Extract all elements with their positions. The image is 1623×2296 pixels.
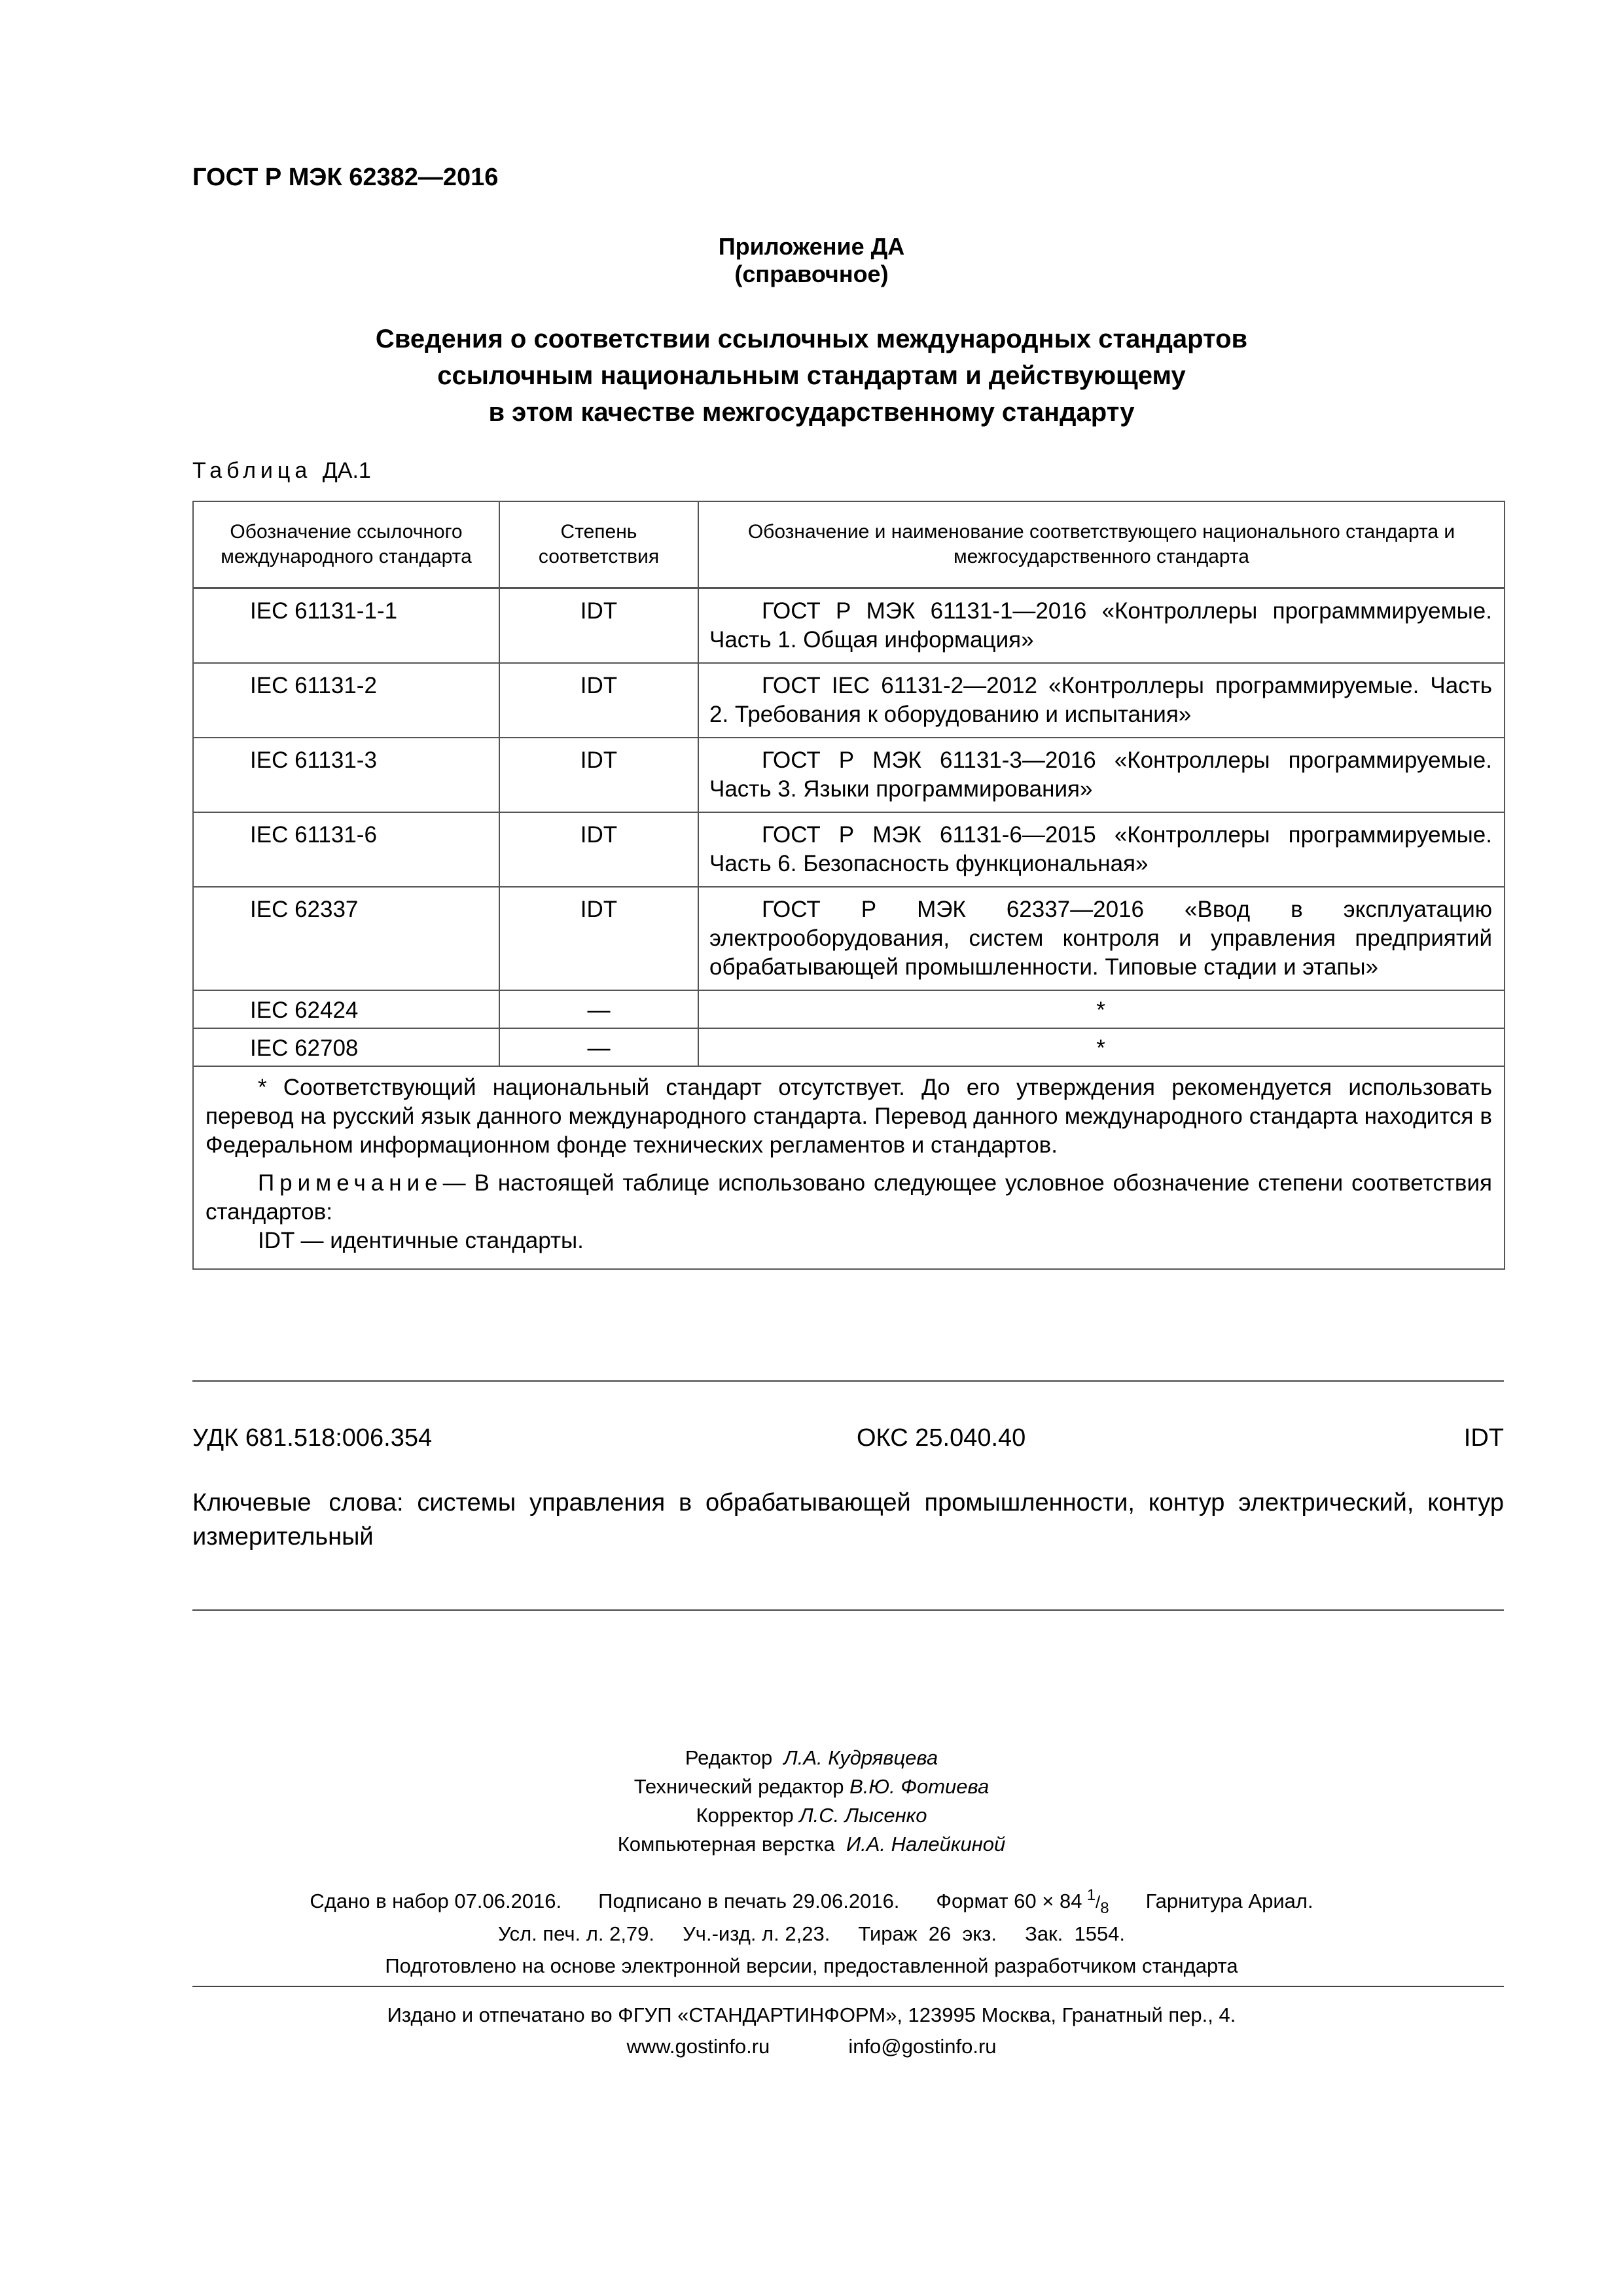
table-row: [193, 663, 1505, 738]
appendix-heading-line: ссылочным национальным стандартам и действующему: [437, 361, 1186, 390]
cell-code: IEC 61131-1-1: [193, 588, 499, 664]
appendix-heading-line: в этом качестве межгосударственному стандарту: [488, 398, 1135, 427]
cell-national: ГОСТ Р МЭК 62337—2016 «Ввод в эксплуатацию электрооборудования, систем контроля и управления предприятий обрабатывающей промышленности. Типовые стадии и этапы»: [698, 887, 1505, 990]
credit-role: Корректор: [696, 1804, 794, 1827]
credits-block: [0, 1744, 1623, 1859]
prepared-note: Подготовлено на основе электронной версии, предоставленной разработчиком стандарта: [385, 1954, 1238, 1977]
credit-person: Л.А. Кудрявцева: [783, 1746, 938, 1769]
cell-national: ГОСТ IEC 61131-2—2012 «Контроллеры программируемые. Часть 2. Требования к оборудованию и испытания»: [698, 663, 1505, 738]
keywords-text: системы управления в обрабатывающей промышленности, контур электрический, контур измерительный: [192, 1489, 1504, 1551]
publication-line: [0, 1922, 1623, 1946]
credit-line: [0, 1801, 1623, 1830]
format-info: Формат 60 × 84 1/8: [936, 1886, 1109, 1917]
column-header-degree: Степень соответствия: [499, 501, 698, 588]
keywords: [192, 1486, 1504, 1554]
email-link[interactable]: info@gostinfo.ru: [848, 2035, 997, 2058]
cell-code: IEC 62708: [193, 1028, 499, 1066]
order-number: Зак. 1554.: [1025, 1922, 1126, 1945]
classification-row: [192, 1424, 1504, 1457]
credit-role: Редактор: [685, 1746, 773, 1769]
print-sheets: Усл. печ. л. 2,79.: [497, 1922, 655, 1945]
table-label-number: ДА.1: [322, 458, 371, 483]
table-row: [193, 588, 1505, 664]
submitted-date: Сдано в набор 07.06.2016.: [310, 1890, 562, 1912]
table-row: [193, 990, 1505, 1028]
cell-national: *: [698, 990, 1505, 1028]
cell-degree: IDT: [499, 663, 698, 738]
divider: [192, 1380, 1504, 1382]
oks-code: ОКС 25.040.40: [857, 1424, 1026, 1452]
cell-national: ГОСТ Р МЭК 61131-3—2016 «Контроллеры программируемые. Часть 3. Языки программирования»: [698, 738, 1505, 812]
keywords-label: Ключевые слова:: [192, 1489, 404, 1516]
table-footer: [193, 1066, 1505, 1269]
website-link[interactable]: www.gostinfo.ru: [626, 2035, 770, 2058]
table-label-word: Таблица: [192, 458, 312, 483]
publication-line: [0, 1886, 1623, 1917]
table-row: [193, 738, 1505, 812]
table-row: [193, 887, 1505, 990]
column-header-code: Обозначение ссылочного международного стандарта: [193, 501, 499, 588]
appendix-title: Приложение ДА: [718, 233, 905, 260]
publisher-line: Издано и отпечатано во ФГУП «СТАНДАРТИНФОРМ», 123995 Москва, Гранатный пер., 4.: [387, 2003, 1236, 2026]
table-label: [192, 458, 371, 484]
typeface: Гарнитура Ариал.: [1145, 1890, 1313, 1912]
table-row: [193, 812, 1505, 887]
cell-degree: —: [499, 990, 698, 1028]
document-code: ГОСТ Р МЭК 62382—2016: [192, 164, 499, 191]
pub-sheets: Уч.-изд. л. 2,23.: [683, 1922, 830, 1945]
table-row: [193, 1028, 1505, 1066]
credit-line: [0, 1830, 1623, 1859]
divider: [192, 1609, 1504, 1611]
table-footnote: * Соответствующий национальный стандарт отсутствует. До его утверждения рекомендуется использовать перевод на русский язык данного международного стандарта. Перевод данного международного стандарта находится в Федеральном информационном фонде технических регламентов и стандартов.: [205, 1075, 1492, 1158]
cell-code: IEC 62424: [193, 990, 499, 1028]
correspondence-table: [192, 501, 1505, 1270]
cell-degree: —: [499, 1028, 698, 1066]
cell-degree: IDT: [499, 588, 698, 664]
cell-code: IEC 62337: [193, 887, 499, 990]
cell-national: *: [698, 1028, 1505, 1066]
table-header-row: [193, 501, 1505, 588]
credit-person: В.Ю. Фотиева: [849, 1775, 990, 1798]
signed-date: Подписано в печать 29.06.2016.: [598, 1890, 900, 1912]
cell-code: IEC 61131-2: [193, 663, 499, 738]
divider: [192, 1986, 1504, 1987]
table-note: [205, 1169, 1492, 1227]
appendix-heading: [0, 321, 1623, 431]
appendix-subtitle: (справочное): [734, 260, 889, 287]
credit-line: [0, 1744, 1623, 1772]
circulation: Тираж 26 экз.: [858, 1922, 997, 1945]
note-text: — В настоящей таблице использовано следующее условное обозначение степени соответствия стандартов:: [205, 1170, 1492, 1225]
degree-code: IDT: [1463, 1424, 1504, 1452]
cell-degree: IDT: [499, 887, 698, 990]
table-footer-row: [193, 1066, 1505, 1269]
udk-code: УДК 681.518:006.354: [192, 1424, 433, 1452]
credit-line: [0, 1772, 1623, 1801]
note-label: Примечание: [258, 1170, 443, 1196]
credit-role: Технический редактор: [633, 1775, 844, 1798]
appendix-heading-line: Сведения о соответствии ссылочных международных стандартов: [375, 325, 1248, 353]
contact-line: [0, 2035, 1623, 2058]
note-item: IDT — идентичные стандарты.: [258, 1228, 584, 1253]
column-header-national: Обозначение и наименование соответствующего национального стандарта и межгосударственного стандарта: [698, 501, 1505, 588]
cell-code: IEC 61131-3: [193, 738, 499, 812]
cell-code: IEC 61131-6: [193, 812, 499, 887]
credit-person: Л.С. Лысенко: [799, 1804, 927, 1827]
credit-person: И.А. Налейкиной: [846, 1833, 1006, 1856]
cell-national: ГОСТ Р МЭК 61131-1—2016 «Контроллеры программмируемые. Часть 1. Общая информация»: [698, 588, 1505, 664]
credit-role: Компьютерная верстка: [617, 1833, 835, 1856]
cell-degree: IDT: [499, 738, 698, 812]
cell-national: ГОСТ Р МЭК 61131-6—2015 «Контроллеры программируемые. Часть 6. Безопасность функциональная»: [698, 812, 1505, 887]
cell-degree: IDT: [499, 812, 698, 887]
